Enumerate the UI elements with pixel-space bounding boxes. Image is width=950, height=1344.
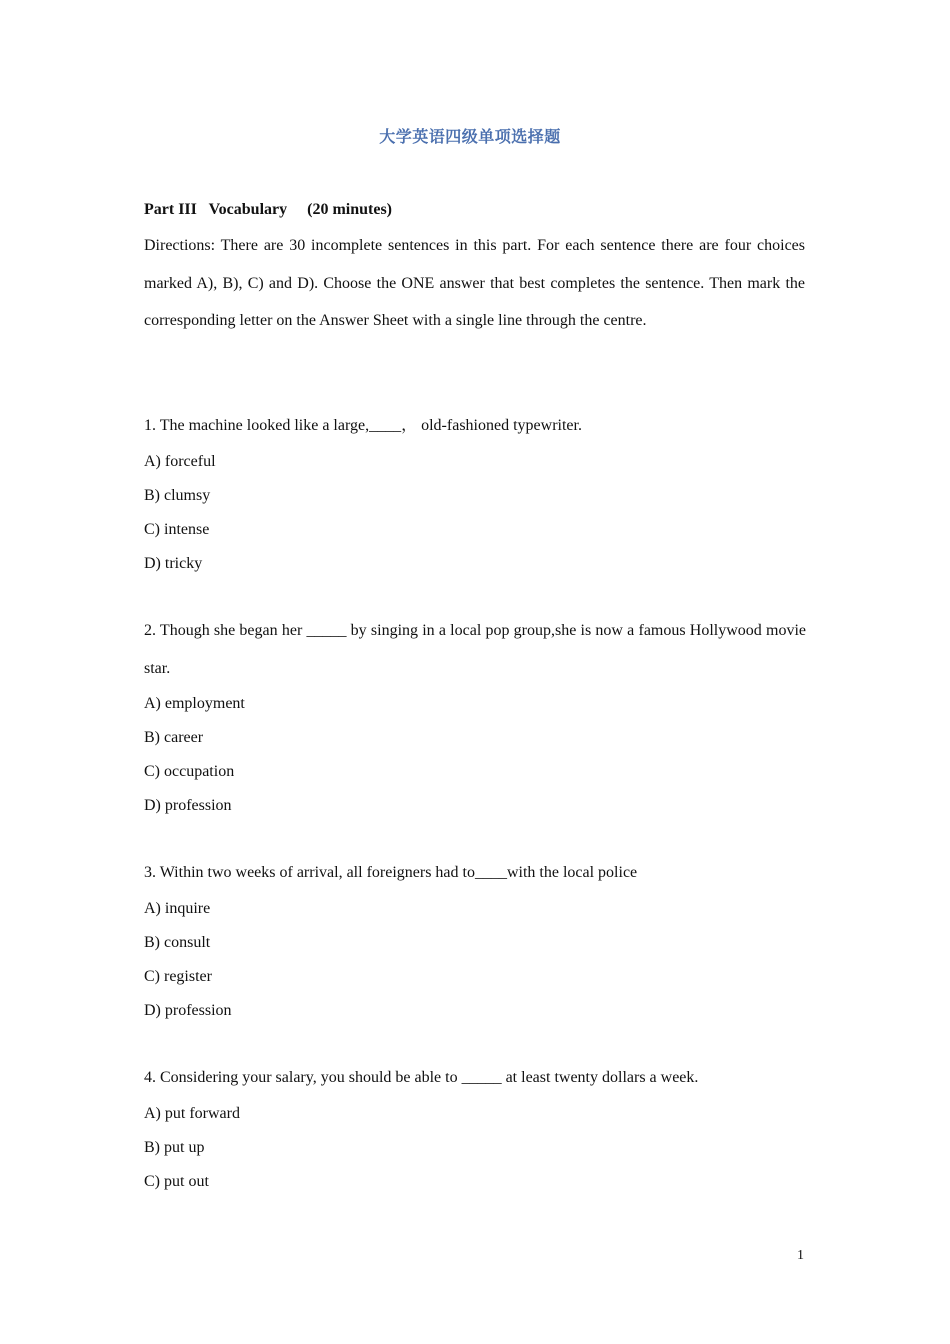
option-d: D) profession (144, 1001, 232, 1019)
option-a: A) inquire (144, 899, 211, 917)
question-1 (144, 414, 806, 581)
question-4 (144, 1066, 806, 1199)
option-d: D) profession (144, 797, 232, 814)
option-a: A) employment (144, 695, 245, 712)
option-b: B) career (144, 729, 204, 746)
option-d: D) tricky (144, 554, 203, 572)
option-b: B) clumsy (144, 486, 211, 504)
option-a: A) forceful (144, 452, 216, 470)
part-heading: Part III Vocabulary (20 minutes) (144, 201, 393, 218)
directions-paragraph: Directions: There are 30 incomplete sentences in this part. For each sentence there are four choices marked A), B), C) and D). Choose the ONE answer that best completes the sentence. Then mark the corresponding letter on the Answer Sheet with a single line through the centre. (144, 237, 805, 329)
document-title: 大学英语四级单项选择题 (379, 127, 561, 146)
option-c: C) register (144, 967, 212, 985)
question-3 (144, 861, 806, 1028)
option-c: C) occupation (144, 763, 235, 780)
question-stem: 4. Considering your salary, you should be able to _____ at least twenty dollars a week. (144, 1069, 699, 1086)
option-c: C) put out (144, 1172, 209, 1190)
question-stem: 3. Within two weeks of arrival, all foreigners had to____with the local police (144, 864, 638, 881)
question-stem: 2. Though she began her _____ by singing in a local pop group,she is now a famous Hollywood movie star. (144, 622, 806, 677)
option-b: B) consult (144, 933, 211, 951)
question-stem: 1. The machine looked like a large,____， old-fashioned typewriter. (144, 417, 582, 434)
option-c: C) intense (144, 520, 210, 538)
option-b: B) put up (144, 1138, 205, 1156)
page-number: 1 (797, 1248, 804, 1263)
option-a: A) put forward (144, 1104, 240, 1122)
question-2 (144, 619, 806, 823)
